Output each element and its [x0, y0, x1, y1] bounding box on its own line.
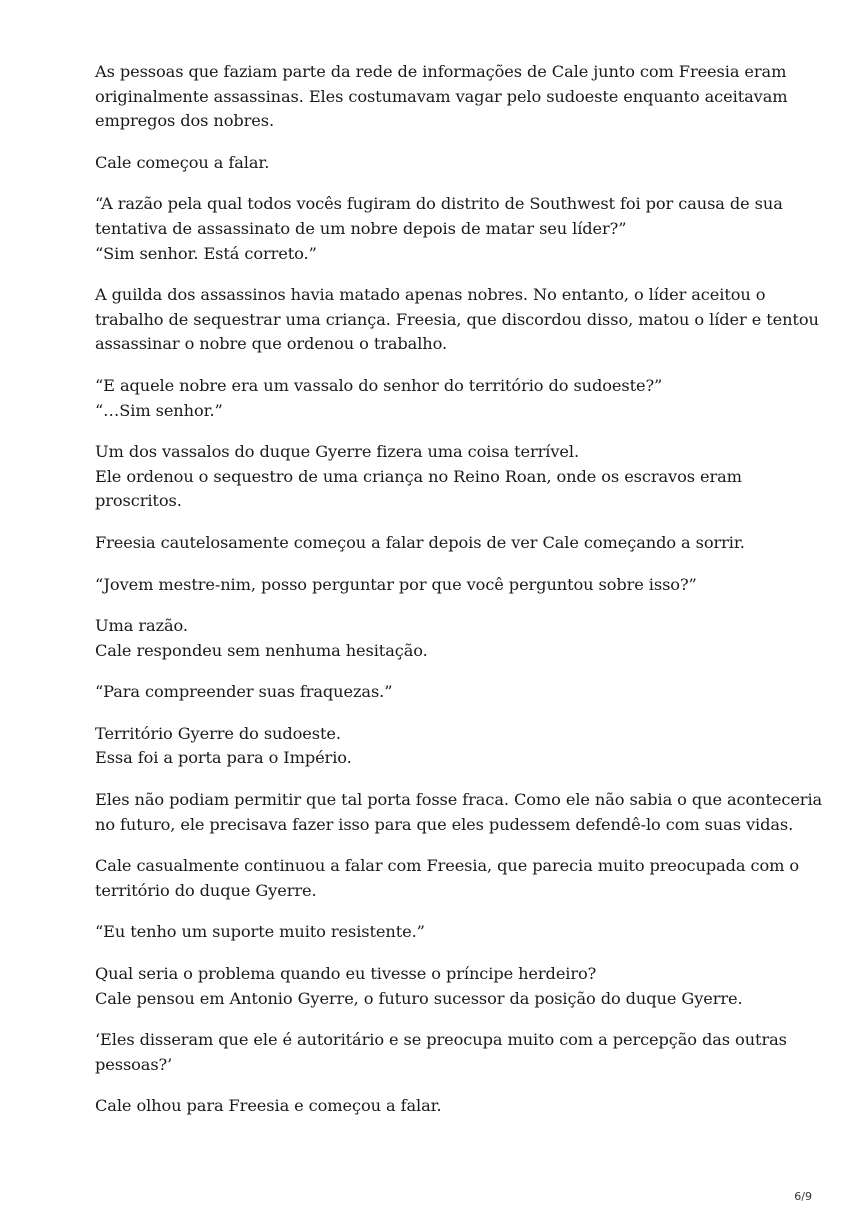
text-line: Cale respondeu sem nenhuma hesitação. [95, 640, 428, 660]
paragraph [95, 1094, 795, 1119]
text-line: originalmente assassinas. Eles costumavam vagar pelo sudoeste enquanto aceitavam [95, 86, 788, 106]
paragraph [95, 920, 795, 945]
text-line: “A razão pela qual todos vocês fugiram do distrito de Southwest foi por causa de sua [95, 194, 783, 214]
text-line: “Jovem mestre-nim, posso perguntar por que você perguntou sobre isso?” [95, 574, 697, 594]
paragraph [95, 283, 819, 357]
text-line: “Eu tenho um suporte muito resistente.” [95, 922, 425, 942]
text-line: no futuro, ele precisava fazer isso para que eles pudessem defendê-lo com suas vidas. [95, 814, 794, 834]
text-line: Um dos vassalos do duque Gyerre fizera uma coisa terrível. [95, 442, 580, 462]
text-line: empregos dos nobres. [95, 111, 275, 131]
document-body [95, 60, 823, 1136]
text-line: trabalho de sequestrar uma criança. Freesia, que discordou disso, matou o líder e tentou [95, 309, 819, 329]
paragraph [95, 854, 800, 903]
text-line: “E aquele nobre era um vassalo do senhor do território do sudoeste?” [95, 375, 663, 395]
text-line: “Para compreender suas fraquezas.” [95, 682, 393, 702]
paragraph [95, 614, 795, 663]
paragraph [95, 573, 795, 598]
text-line: ‘Eles disseram que ele é autoritário e se preocupa muito com a percepção das outras [95, 1030, 787, 1050]
text-line: proscritos. [95, 491, 182, 511]
text-line: “…Sim senhor.” [95, 400, 223, 420]
text-line: Essa foi a porta para o Império. [95, 748, 352, 768]
paragraph [95, 192, 795, 266]
text-line: A guilda dos assassinos havia matado apenas nobres. No entanto, o líder aceitou o [95, 285, 766, 305]
paragraph [95, 788, 823, 837]
paragraph [95, 531, 795, 556]
text-line: Freesia cautelosamente começou a falar depois de ver Cale começando a sorrir. [95, 532, 745, 552]
text-line: Cale pensou em Antonio Gyerre, o futuro sucessor da posição do duque Gyerre. [95, 988, 743, 1008]
text-line: Cale olhou para Freesia e começou a falar. [95, 1096, 442, 1116]
paragraph [95, 60, 795, 134]
paragraph [95, 151, 795, 176]
text-line: Eles não podiam permitir que tal porta fosse fraca. Como ele não sabia o que aconteceria [95, 790, 823, 810]
text-line: Território Gyerre do sudoeste. [95, 723, 341, 743]
text-line: pessoas?’ [95, 1054, 173, 1074]
text-line: assassinar o nobre que ordenou o trabalho. [95, 334, 448, 354]
text-line: Ele ordenou o sequestro de uma criança no Reino Roan, onde os escravos eram [95, 466, 742, 486]
text-line: Cale começou a falar. [95, 152, 270, 172]
text-line: Qual seria o problema quando eu tivesse o príncipe herdeiro? [95, 964, 597, 984]
text-line: Cale casualmente continuou a falar com Freesia, que parecia muito preocupada com o [95, 856, 800, 876]
paragraph [95, 440, 795, 514]
paragraph [95, 962, 795, 1011]
text-line: Uma razão. [95, 616, 188, 636]
paragraph [95, 1028, 795, 1077]
text-line: As pessoas que faziam parte da rede de informações de Cale junto com Freesia eram [95, 62, 787, 81]
text-line: tentativa de assassinato de um nobre depois de matar seu líder?” [95, 218, 627, 238]
paragraph [95, 374, 795, 423]
text-line: “Sim senhor. Está correto.” [95, 243, 317, 263]
paragraph [95, 680, 795, 705]
text-line: território do duque Gyerre. [95, 880, 317, 900]
paragraph [95, 722, 795, 771]
page-number: 6/9 [794, 1190, 812, 1203]
